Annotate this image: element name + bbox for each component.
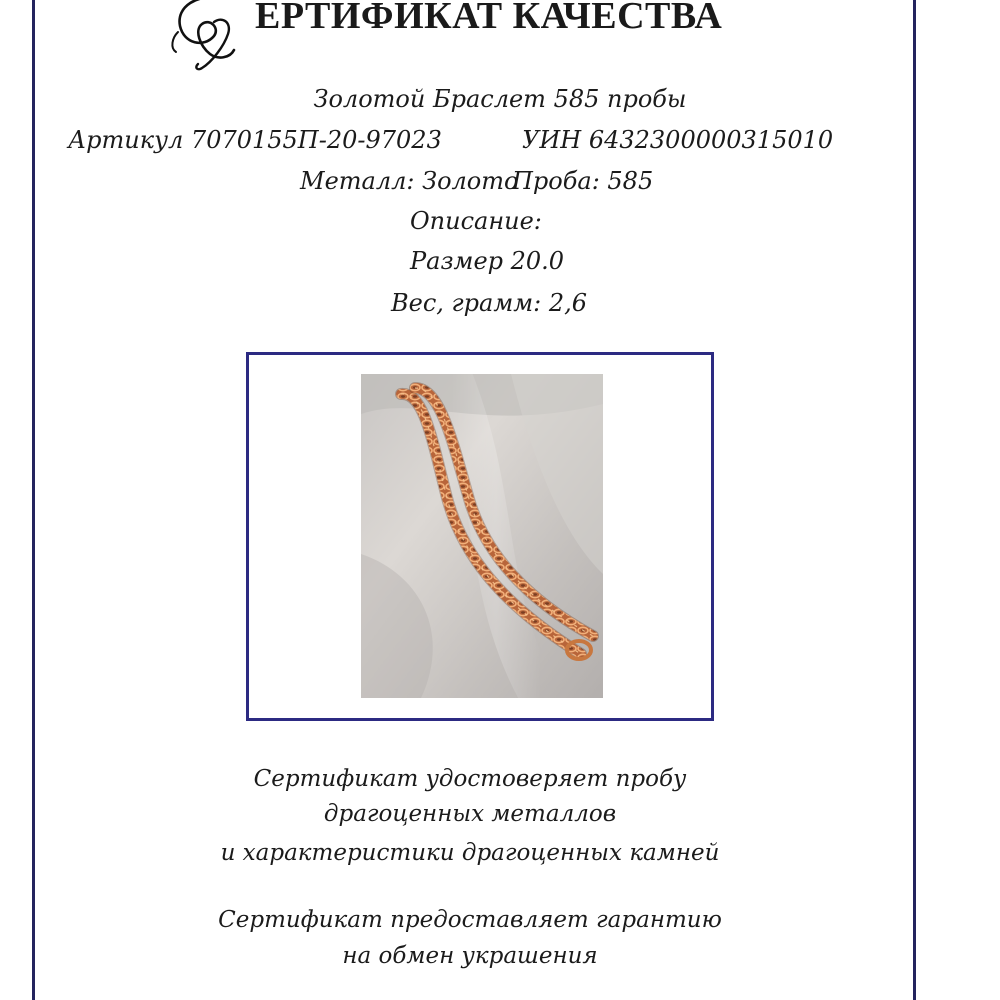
description-label: Описание: xyxy=(410,207,542,235)
size-value: Размер 20.0 xyxy=(410,247,565,275)
statement-2-line-2: на обмен украшения xyxy=(342,943,598,969)
metal-value: Металл: Золото xyxy=(300,167,519,195)
probe-value: Проба: 585 xyxy=(512,167,654,195)
statement-2-line-1: Сертификат предоставляет гарантию xyxy=(218,907,722,933)
script-c-monogram-icon xyxy=(158,0,258,74)
item-name: Золотой Браслет 585 пробы xyxy=(313,85,687,113)
weight-value: Вес, грамм: 2,6 xyxy=(391,289,588,317)
photo-frame xyxy=(246,352,714,721)
certificate-title: ЕРТИФИКАТ КАЧЕСТВА xyxy=(255,0,723,37)
statement-1-line-1: Сертификат удостоверяет пробу xyxy=(253,766,687,792)
statement-1-line-3: и характеристики драгоценных камней xyxy=(220,840,720,866)
gold-chain-bracelet-photo xyxy=(361,374,603,698)
uin-number: УИН 6432300000315010 xyxy=(522,126,834,154)
statement-1-line-2: драгоценных металлов xyxy=(323,801,617,827)
article-number: Артикул 7070155П-20-97023 xyxy=(68,126,442,154)
